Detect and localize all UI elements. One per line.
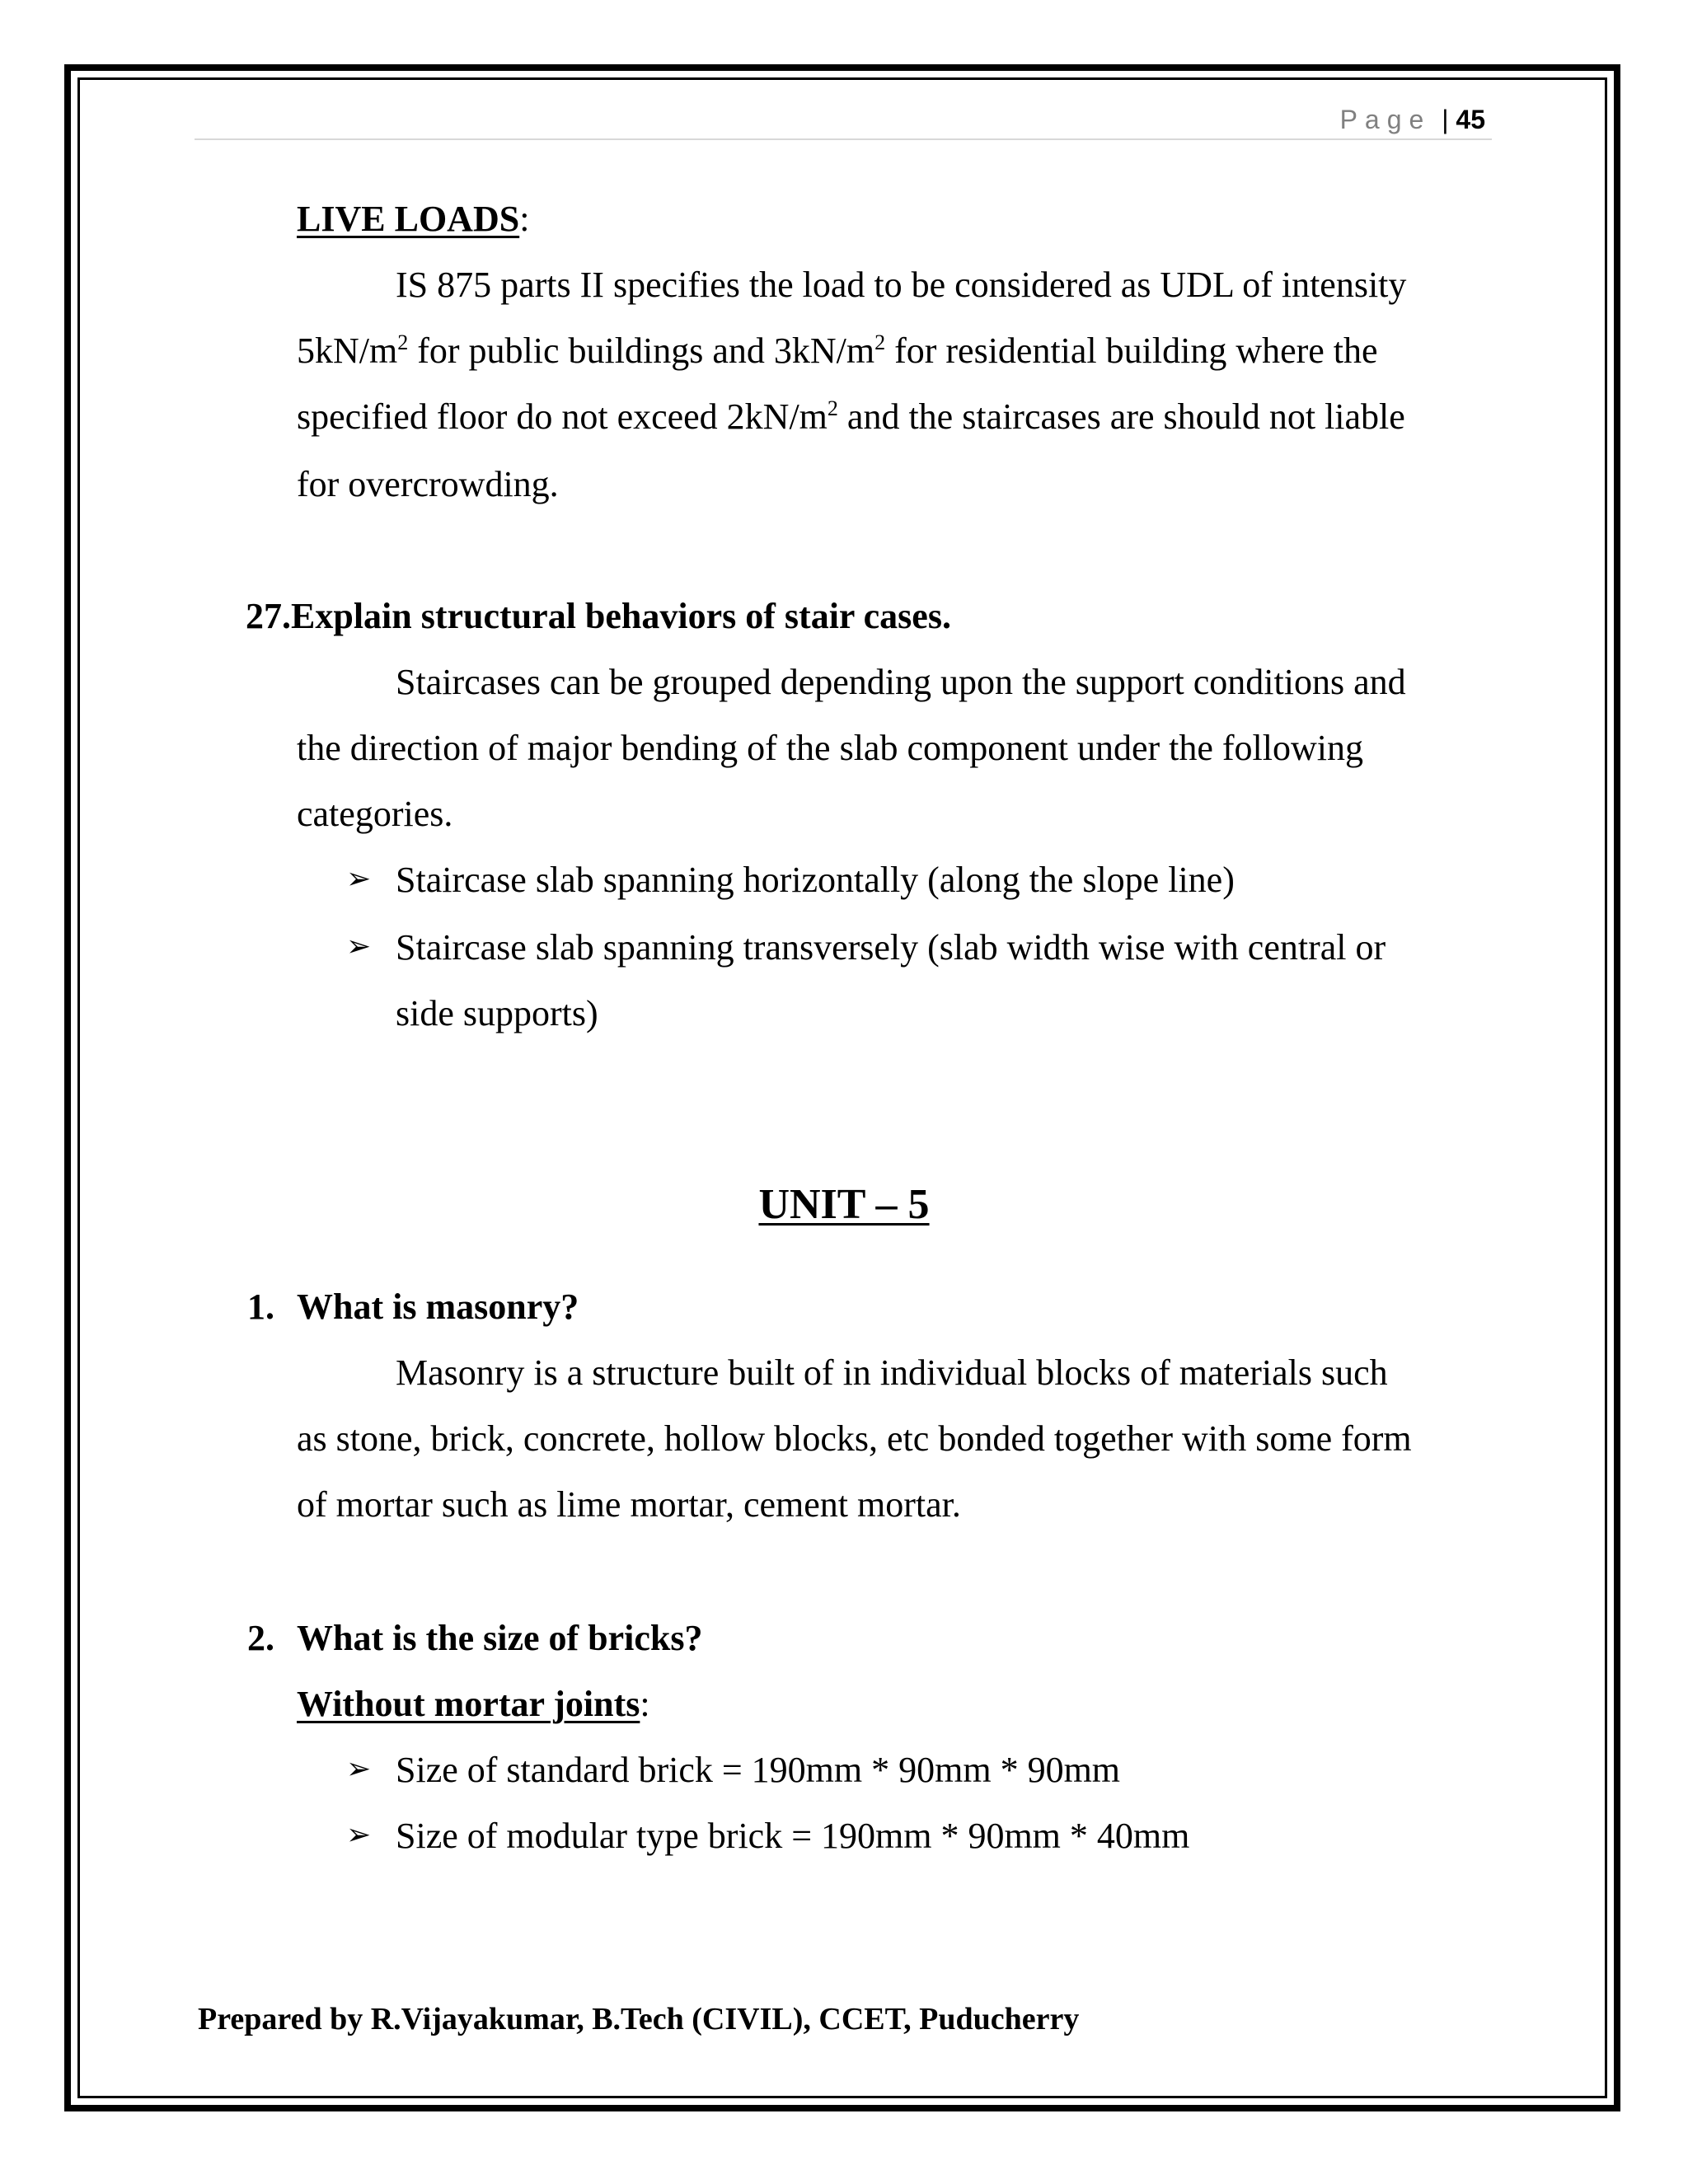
question-2-heading: What is the size of bricks? [297, 1618, 703, 1658]
question-27-heading: 27.Explain structural behaviors of stair cases. [246, 596, 951, 636]
question-27-line-3: categories. [297, 794, 453, 834]
question-2-bullet-2: Size of modular type brick = 190mm * 90mm * 40mm [396, 1816, 1190, 1856]
page-header [195, 99, 1492, 140]
page-label: Page [1339, 105, 1432, 134]
live-loads-line-1: IS 875 parts II specifies the load to be considered as UDL of intensity [396, 265, 1407, 305]
unit-title: UNIT – 5 [758, 1181, 930, 1228]
question-1-line-1: Masonry is a structure built of in individual blocks of materials such [396, 1352, 1388, 1393]
question-1-heading: What is masonry? [297, 1286, 579, 1327]
question-1-line-2: as stone, brick, concrete, hollow blocks, etc bonded together with some form [297, 1418, 1412, 1459]
live-loads-line-2: $5kN/m^2$ for public buildings and $3kN/m^2$ for residential building where the [297, 330, 1378, 371]
question-27-bullet-2: Staircase slab spanning transversely (slab width wise with central or [396, 927, 1386, 968]
question-2-number: 2. [247, 1618, 274, 1658]
question-27-line-1: Staircases can be grouped depending upon the support conditions and [396, 662, 1406, 702]
question-1-line-3: of mortar such as lime mortar, cement mortar. [297, 1484, 961, 1525]
live-loads-heading: LIVE LOADS: [297, 199, 530, 239]
question-27-bullet-1: Staircase slab spanning horizontally (along the slope line) [396, 860, 1235, 900]
bullet-arrow-icon: ➢ [346, 1752, 372, 1786]
question-27-line-2: the direction of major bending of the slab component under the following [297, 728, 1364, 768]
question-1-number: 1. [247, 1286, 274, 1327]
live-loads-line-3: specified floor do not exceed $2kN/m^2$ and the staircases are should not liable [297, 396, 1405, 437]
page-separator: | [1442, 105, 1449, 134]
bullet-arrow-icon: ➢ [346, 930, 372, 963]
question-2-subheading: Without mortar joints: [297, 1684, 650, 1724]
page-footer: Prepared by R.Vijayakumar, B.Tech (CIVIL), CCET, Puducherry [198, 2002, 1080, 2036]
question-2-bullet-1: Size of standard brick = 190mm * 90mm * 90mm [396, 1750, 1121, 1790]
bullet-arrow-icon: ➢ [346, 1818, 372, 1852]
question-27-bullet-2-cont: side supports) [396, 993, 598, 1033]
page-number: 45 [1456, 105, 1485, 134]
bullet-arrow-icon: ➢ [346, 862, 372, 896]
live-loads-line-4: for overcrowding. [297, 464, 559, 504]
page-border-inner [77, 77, 1607, 2098]
